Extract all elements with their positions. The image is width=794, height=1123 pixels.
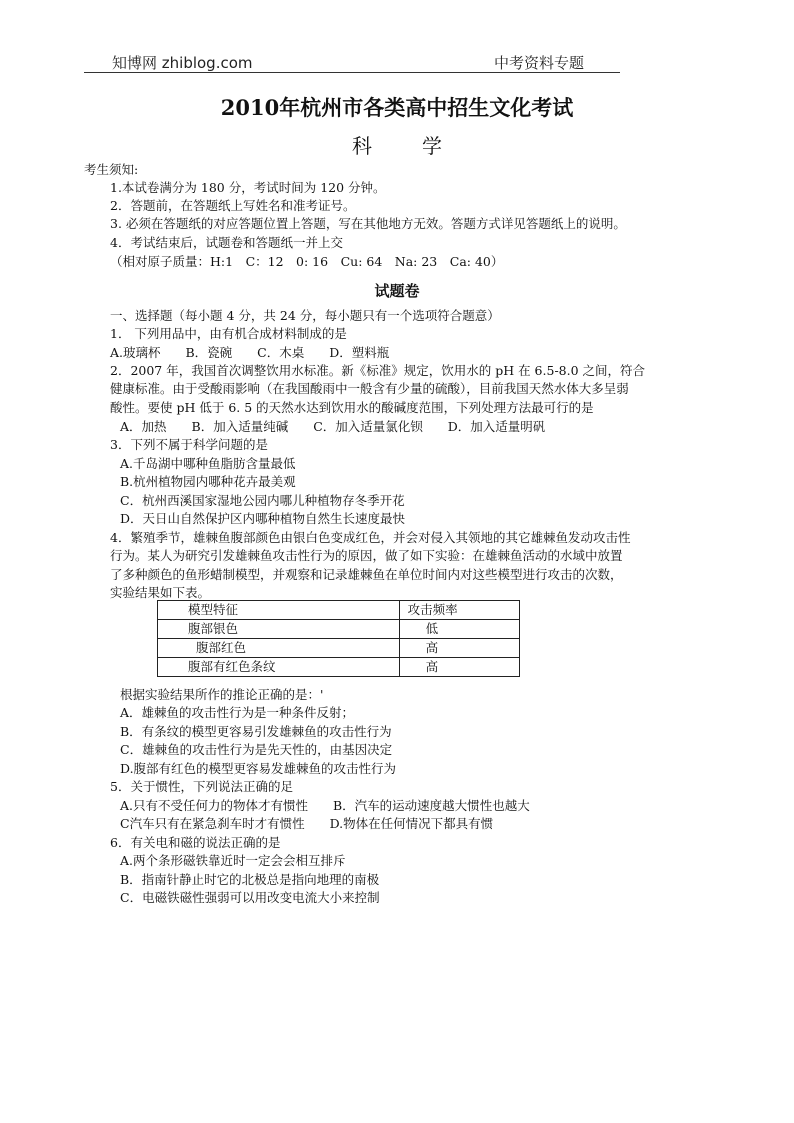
- q2-line: 2．2007 年，我国首次调整饮用水标准。新《标准》规定，饮用水的 pH 在 6.5-8.0 之间，符合: [110, 363, 646, 378]
- table-header-cell: 模型特征: [158, 601, 400, 620]
- q4-option: C．雄棘鱼的攻击性行为是先天性的，由基因决定: [120, 742, 393, 757]
- q5-options-row: C汽车只有在紧急刹车时才有惯性 D.物体在任何情况下都具有惯: [120, 816, 494, 831]
- q6-option: C．电磁铁磁性强弱可以用改变电流大小来控制: [120, 890, 380, 905]
- notice-item: 3. 必须在答题纸的对应答题位置上答题，写在其他地方无效。答题方式详见答题纸上的说明。: [110, 216, 626, 231]
- table-row: [158, 658, 520, 677]
- q4-line: 4．繁殖季节，雄棘鱼腹部颜色由银白色变成红色，并会对侵入其领地的其它雄棘鱼发动攻击性: [110, 530, 631, 545]
- q3-option: A.千岛湖中哪种鱼脂肪含量最低: [120, 456, 296, 471]
- experiment-table: [157, 600, 520, 677]
- table-cell: 腹部银色: [158, 620, 400, 639]
- table-cell: 低: [399, 620, 519, 639]
- q6-option: B．指南针静止时它的北极总是指向地理的南极: [120, 872, 380, 887]
- q4-line: 了多种颜色的鱼形蜡制模型，并观察和记录雄棘鱼在单位时间内对这些模型进行攻击的次数，: [110, 567, 623, 582]
- notice-heading: 考生须知:: [84, 162, 139, 177]
- q3-option: D．天日山自然保护区内哪种植物自然生长速度最快: [120, 511, 406, 526]
- table-header-cell: 攻击频率: [399, 601, 519, 620]
- section-title: 试题卷: [374, 282, 420, 300]
- table-cell: 腹部有红色条纹: [158, 658, 400, 677]
- q2-options: A．加热 B．加入适量纯碱 C．加入适量氯化钡 D．加入适量明矾: [120, 419, 546, 434]
- header-divider: [84, 72, 620, 73]
- header-topic: 中考资料专题: [494, 54, 585, 72]
- q6-option: A.两个条形磁铁靠近时一定会会相互排斥: [120, 853, 346, 868]
- q5-stem: 5．关于惯性，下列说法正确的足: [110, 779, 293, 794]
- notice-item: 2．答题前，在答题纸上写姓名和准考证号。: [110, 198, 356, 213]
- table-row: [158, 620, 520, 639]
- table-cell: 高: [399, 639, 519, 658]
- q2-line: 酸性。要使 pH 低于 6. 5 的天然水达到饮用水的酸碱度范围，下列处理方法最可行的是: [110, 400, 594, 415]
- notice-item: 1.本试卷满分为 180 分，考试时间为 120 分钟。: [110, 180, 386, 195]
- q4-line: 实验结果如下表。: [110, 585, 211, 600]
- notice-item: 4．考试结束后，试题卷和答题纸一并上交: [110, 235, 343, 250]
- q3-option: C．杭州西溪国家湿地公园内哪儿种植物存冬季开花: [120, 493, 405, 508]
- part1-intro: 一、选择题（每小题 4 分，共 24 分，每小题只有一个选项符合题意）: [110, 308, 500, 323]
- q1-options: A.玻璃杯 B．瓷碗 C．木桌 D．塑料瓶: [110, 345, 390, 360]
- q4-prompt: 根据实验结果所作的推论正确的是：': [120, 687, 324, 702]
- q4-option: A．雄棘鱼的攻击性行为是一种条件反射；: [120, 705, 355, 720]
- header-site-name: 知博网 zhiblog.com: [112, 54, 253, 72]
- atomic-masses: （相对原子质量：H:1 C：12 0: 16 Cu: 64 Na: 23 Ca: 40）: [110, 254, 504, 269]
- q4-option: B．有条纹的模型更容易引发雄棘鱼的攻击性行为: [120, 724, 392, 739]
- q1-stem: 1． 下列用品中，由有机合成材料制成的是: [110, 326, 347, 341]
- q3-stem: 3．下列不属于科学问题的是: [110, 437, 268, 452]
- table-header-row: [158, 601, 520, 620]
- subject-title: 科学: [352, 134, 492, 158]
- table-row: [158, 639, 520, 658]
- exam-title: 2010年杭州市各类高中招生文化考试: [220, 95, 574, 120]
- table-cell: 高: [399, 658, 519, 677]
- q2-line: 健康标准。由于受酸雨影响（在我国酸雨中一般含有少量的硫酸），目前我国天然水体大多呈弱: [110, 381, 629, 396]
- table-cell: 腹部红色: [158, 639, 400, 658]
- q4-option: D.腹部有红色的模型更容易发雄棘鱼的攻击性行为: [120, 761, 397, 776]
- q6-stem: 6．有关电和磁的说法正确的是: [110, 835, 281, 850]
- q4-line: 行为。某人为研究引发雄棘鱼攻击性行为的原因，做了如下实验：在雄棘鱼活动的水域中放置: [110, 548, 623, 563]
- q5-options-row: A.只有不受任何力的物体才有惯性 B．汽车的运动速度越大惯性也越大: [120, 798, 530, 813]
- q3-option: B.杭州植物园内哪种花卉最美观: [120, 474, 296, 489]
